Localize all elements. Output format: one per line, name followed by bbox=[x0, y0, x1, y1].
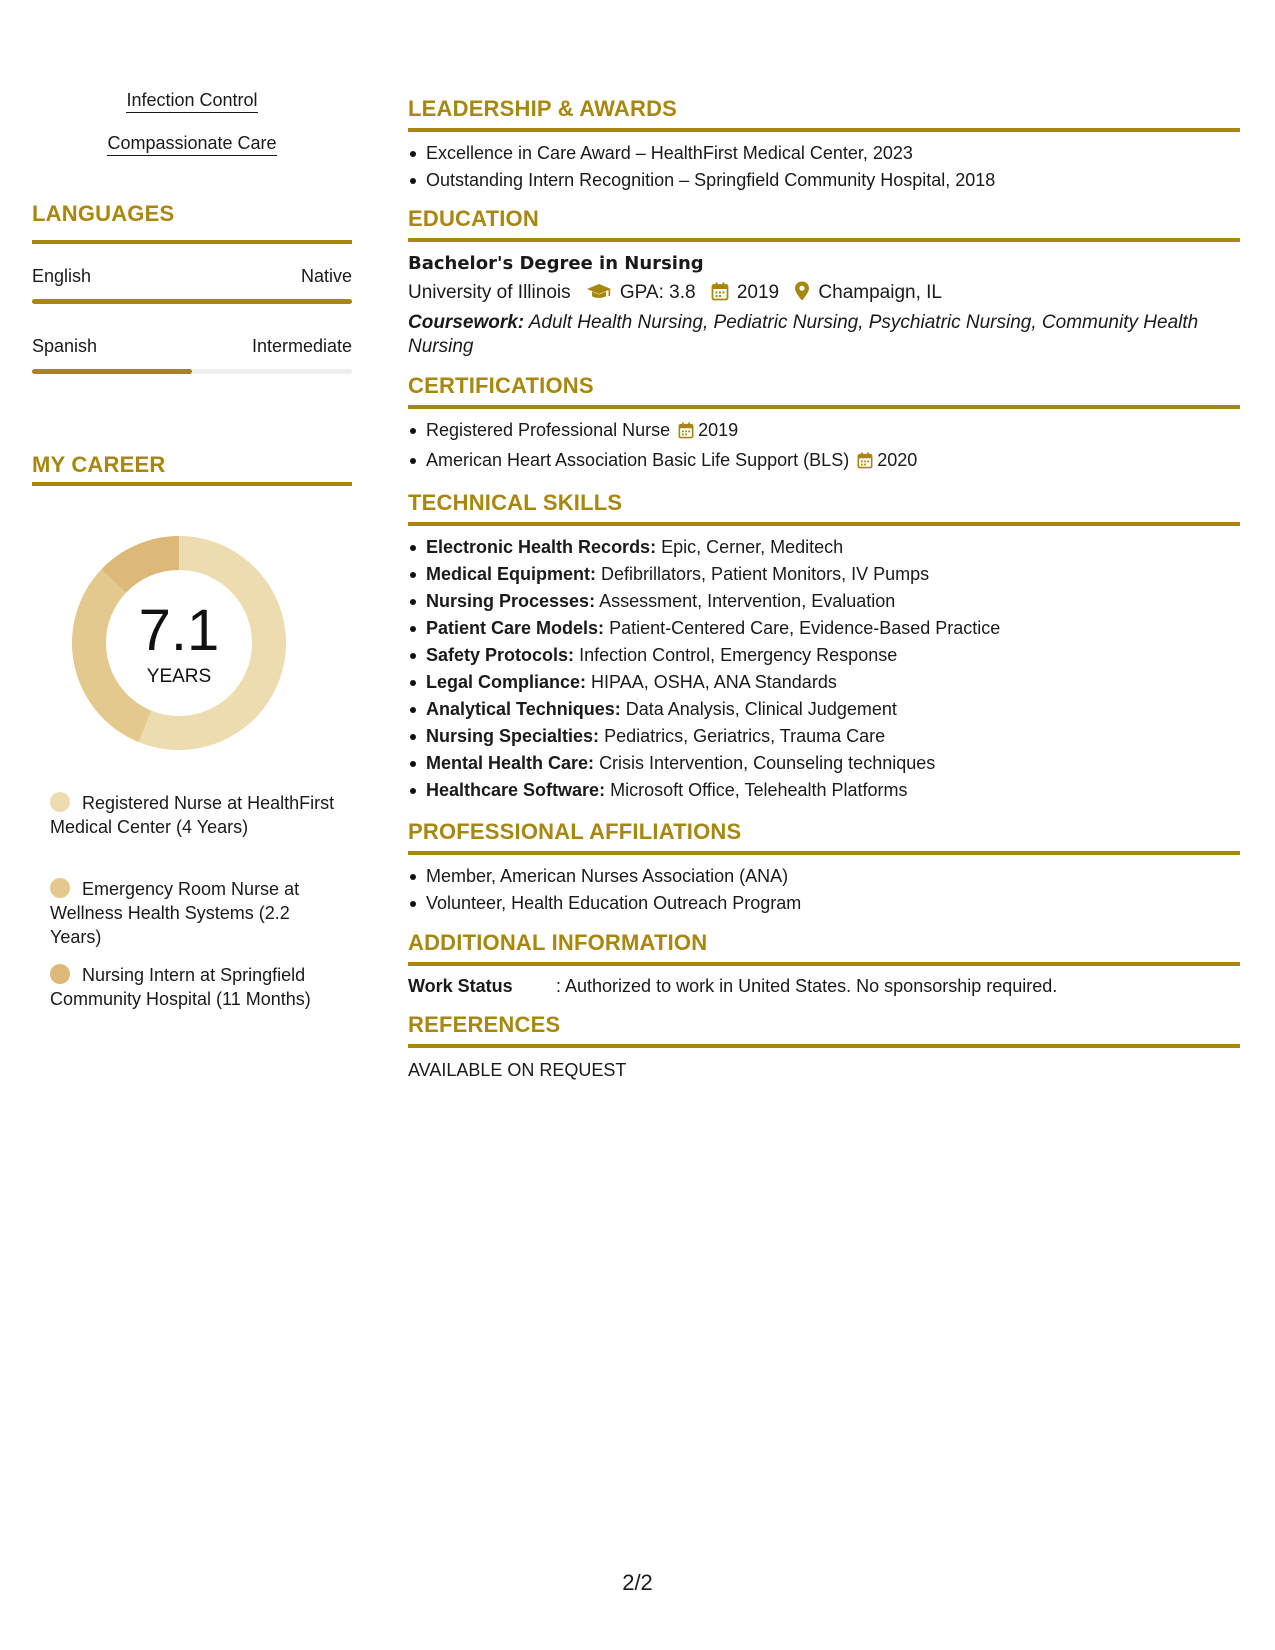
technical-skill-item bbox=[426, 642, 1240, 669]
career-legend-item: Emergency Room Nurse at Wellness Health Systems (2.2 Years) bbox=[50, 879, 300, 947]
skill-category: Legal Compliance: bbox=[426, 672, 587, 692]
section-rule bbox=[408, 238, 1240, 242]
additional-info-heading: ADDITIONAL INFORMATION bbox=[408, 930, 708, 955]
technical-skill-item bbox=[426, 534, 1240, 561]
language-row bbox=[32, 334, 352, 358]
donut-center bbox=[66, 530, 292, 756]
skill-values: Epic, Cerner, Meditech bbox=[661, 537, 844, 557]
list-item: American Heart Association Basic Life Support (BLS) 2020 bbox=[426, 447, 1240, 477]
skill-category: Safety Protocols: bbox=[426, 645, 575, 665]
affiliations-section bbox=[408, 819, 1240, 917]
education-section bbox=[408, 206, 1240, 359]
skill-values: Microsoft Office, Telehealth Platforms bbox=[610, 780, 908, 800]
graduation-year: 2019 bbox=[736, 282, 780, 303]
legend-dot-icon bbox=[50, 878, 70, 898]
skill-category: Patient Care Models: bbox=[426, 618, 605, 638]
calendar-icon bbox=[711, 281, 729, 311]
work-status-label: Work Status bbox=[408, 976, 513, 996]
calendar-icon bbox=[857, 450, 873, 477]
career-legend-item: Registered Nurse at HealthFirst Medical Center (4 Years) bbox=[50, 793, 335, 837]
skill-values: Data Analysis, Clinical Judgement bbox=[625, 699, 897, 719]
skill-category: Nursing Specialties: bbox=[426, 726, 600, 746]
references-section bbox=[408, 1012, 1240, 1082]
section-rule bbox=[32, 482, 352, 486]
technical-skill-item bbox=[426, 723, 1240, 750]
skill-values: Assessment, Intervention, Evaluation bbox=[599, 591, 896, 611]
work-status-value: : Authorized to work in United States. No sponsorship required. bbox=[556, 976, 1058, 996]
career-legend-item: Nursing Intern at Springfield Community Hospital (11 Months) bbox=[50, 965, 311, 1009]
skill-category: Healthcare Software: bbox=[426, 780, 606, 800]
language-level: Native bbox=[300, 266, 352, 286]
career-donut-chart bbox=[66, 530, 292, 756]
career-heading: MY CAREER bbox=[32, 452, 166, 477]
skill-values: Crisis Intervention, Counseling techniques bbox=[599, 753, 936, 773]
references-text: AVAILABLE ON REQUEST bbox=[408, 1060, 627, 1080]
section-rule bbox=[408, 1044, 1240, 1048]
leadership-heading: LEADERSHIP & AWARDS bbox=[408, 96, 678, 121]
skill-values: Patient-Centered Care, Evidence-Based Practice bbox=[609, 618, 1001, 638]
career-total: 7.1 bbox=[138, 598, 220, 663]
section-rule bbox=[408, 851, 1240, 855]
skill-tag: Compassionate Care bbox=[32, 131, 352, 155]
school-name: University of Illinois bbox=[408, 282, 571, 303]
legend-dot-icon bbox=[50, 792, 70, 812]
technical-skill-item bbox=[426, 669, 1240, 696]
skill-values: Defibrillators, Patient Monitors, IV Pumps bbox=[601, 564, 930, 584]
section-rule bbox=[32, 240, 352, 244]
list-item: Outstanding Intern Recognition – Springfield Community Hospital, 2018 bbox=[426, 167, 1240, 194]
gpa: GPA: 3.8 bbox=[619, 282, 696, 303]
technical-skills-heading: TECHNICAL SKILLS bbox=[408, 490, 623, 515]
degree-title: Bachelor's Degree in Nursing bbox=[408, 253, 704, 274]
technical-skill-item bbox=[426, 588, 1240, 615]
page-number: 2/2 bbox=[622, 1570, 653, 1595]
language-bar bbox=[32, 369, 352, 374]
language-name: English bbox=[32, 266, 92, 286]
affiliations-heading: PROFESSIONAL AFFILIATIONS bbox=[408, 819, 742, 844]
section-rule bbox=[408, 962, 1240, 966]
skill-values: Infection Control, Emergency Response bbox=[579, 645, 898, 665]
location-pin-icon bbox=[794, 281, 810, 311]
technical-skill-item bbox=[426, 750, 1240, 777]
additional-info-section bbox=[408, 930, 1240, 1000]
list-item: Member, American Nurses Association (ANA) bbox=[426, 863, 1240, 890]
school-location: Champaign, IL bbox=[818, 282, 942, 303]
skill-category: Mental Health Care: bbox=[426, 753, 595, 773]
list-item: Registered Professional Nurse 2019 bbox=[426, 417, 1240, 447]
section-rule bbox=[408, 405, 1240, 409]
skill-category: Medical Equipment: bbox=[426, 564, 597, 584]
legend-dot-icon bbox=[50, 964, 70, 984]
skill-category: Electronic Health Records: bbox=[426, 537, 657, 557]
career-unit: YEARS bbox=[146, 666, 212, 687]
certifications-heading: CERTIFICATIONS bbox=[408, 373, 594, 398]
technical-skills-section bbox=[408, 490, 1240, 804]
graduation-cap-icon bbox=[586, 281, 612, 311]
language-bar-fill bbox=[32, 369, 192, 374]
skill-category: Analytical Techniques: bbox=[426, 699, 621, 719]
affiliations-list bbox=[408, 863, 1240, 917]
list-item: Volunteer, Health Education Outreach Program bbox=[426, 890, 1240, 917]
skill-values: Pediatrics, Geriatrics, Trauma Care bbox=[604, 726, 886, 746]
language-bar-fill bbox=[32, 299, 352, 304]
technical-skill-item bbox=[426, 561, 1240, 588]
references-heading: REFERENCES bbox=[408, 1012, 561, 1037]
leadership-section bbox=[408, 96, 1240, 194]
technical-skills-list bbox=[408, 534, 1240, 804]
language-name: Spanish bbox=[32, 336, 98, 356]
language-row bbox=[32, 264, 352, 288]
skill-category: Nursing Processes: bbox=[426, 591, 596, 611]
language-bar bbox=[32, 299, 352, 304]
leadership-list bbox=[408, 140, 1240, 194]
certifications-section bbox=[408, 373, 1240, 477]
language-level: Intermediate bbox=[251, 336, 352, 356]
technical-skill-item bbox=[426, 696, 1240, 723]
education-details bbox=[408, 278, 1240, 311]
coursework: Coursework: Adult Health Nursing, Pediatric Nursing, Psychiatric Nursing, Community Health Nursing bbox=[408, 312, 1199, 357]
work-status-row bbox=[408, 972, 1240, 1000]
skill-tag: Infection Control bbox=[32, 88, 352, 112]
languages-heading: LANGUAGES bbox=[32, 201, 175, 226]
calendar-icon bbox=[678, 420, 694, 447]
technical-skill-item bbox=[426, 615, 1240, 642]
skill-values: HIPAA, OSHA, ANA Standards bbox=[591, 672, 837, 692]
list-item: Excellence in Care Award – HealthFirst Medical Center, 2023 bbox=[426, 140, 1240, 167]
certifications-list bbox=[408, 417, 1240, 477]
section-rule bbox=[408, 128, 1240, 132]
education-heading: EDUCATION bbox=[408, 206, 539, 231]
section-rule bbox=[408, 522, 1240, 526]
technical-skill-item bbox=[426, 777, 1240, 804]
